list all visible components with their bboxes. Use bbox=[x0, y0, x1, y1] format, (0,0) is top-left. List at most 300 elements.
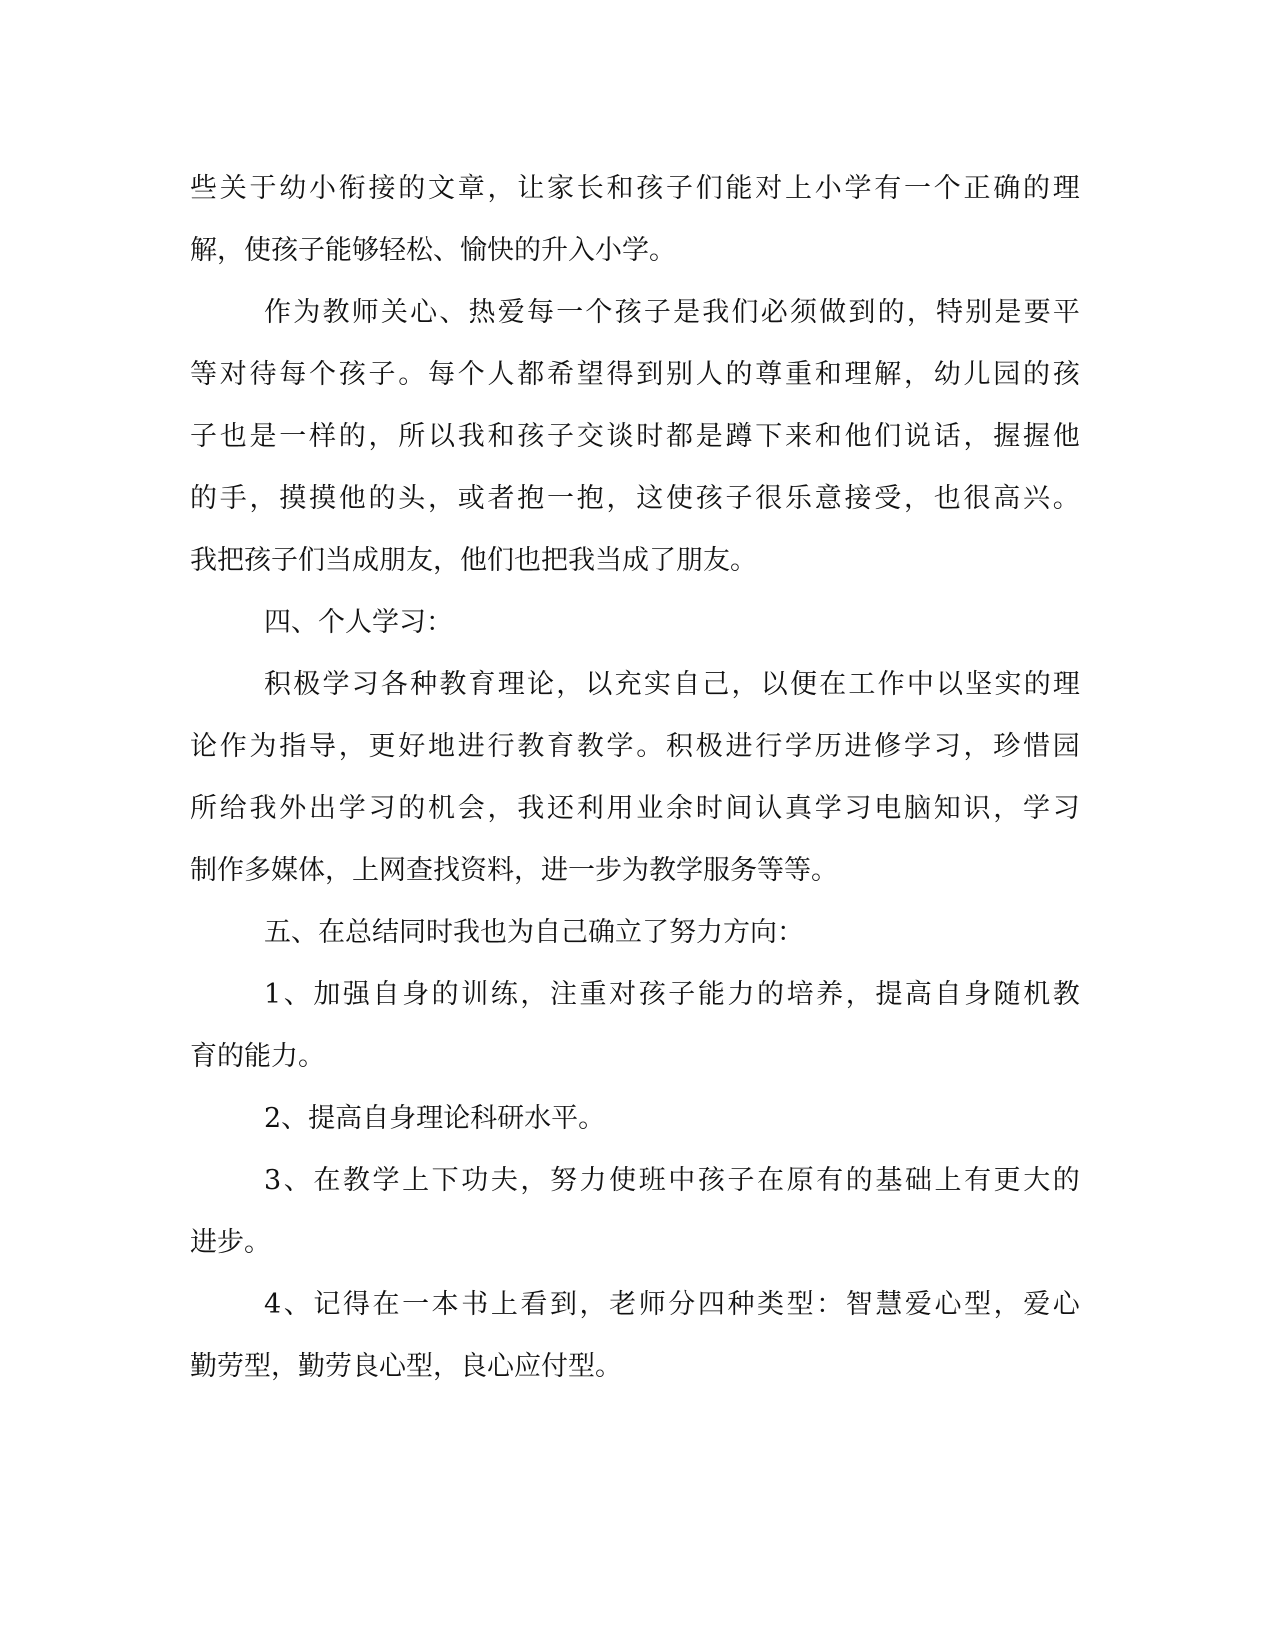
glyph: 是 bbox=[695, 421, 723, 452]
glyph: 得 bbox=[606, 359, 634, 390]
glyph: 更 bbox=[368, 731, 396, 762]
glyph: 习 bbox=[351, 669, 379, 700]
glyph: 我 bbox=[702, 297, 730, 328]
glyph: 进 bbox=[725, 731, 753, 762]
glyph: 重 bbox=[785, 359, 812, 390]
glyph: 对 bbox=[609, 979, 637, 1010]
glyph: 孩 bbox=[614, 297, 642, 328]
glyph: 心 bbox=[410, 297, 438, 328]
glyph: 育 bbox=[468, 669, 496, 700]
glyph: ， bbox=[579, 1289, 607, 1320]
glyph: 身 bbox=[402, 979, 430, 1010]
glyph: 意 bbox=[814, 483, 842, 514]
paragraph-line bbox=[190, 406, 1080, 468]
glyph: 的 bbox=[1052, 1165, 1080, 1196]
glyph: 待 bbox=[249, 359, 277, 390]
glyph: 来 bbox=[785, 421, 812, 452]
glyph: 。 bbox=[636, 731, 664, 762]
glyph: 有 bbox=[964, 1165, 992, 1196]
glyph: 极 bbox=[293, 669, 321, 700]
glyph: 在 bbox=[313, 1165, 341, 1196]
glyph: 很 bbox=[963, 483, 991, 514]
glyph: 育 bbox=[547, 731, 574, 762]
glyph: 家 bbox=[547, 173, 574, 204]
glyph: 爱 bbox=[1023, 1289, 1051, 1320]
glyph: 热 bbox=[468, 297, 496, 328]
glyph: 识 bbox=[963, 793, 991, 824]
glyph: 是 bbox=[673, 297, 701, 328]
paragraph-line bbox=[190, 468, 1080, 530]
glyph: 头 bbox=[398, 483, 426, 514]
glyph: 时 bbox=[636, 421, 664, 452]
glyph: 每 bbox=[526, 297, 554, 328]
glyph: 行 bbox=[755, 731, 783, 762]
glyph: ， bbox=[520, 1165, 548, 1196]
glyph: 导 bbox=[309, 731, 336, 762]
glyph: 和 bbox=[814, 421, 842, 452]
glyph: 我 bbox=[457, 421, 485, 452]
paragraph-line bbox=[190, 282, 1080, 344]
glyph: 以 bbox=[760, 669, 788, 700]
glyph: 作 bbox=[264, 297, 291, 328]
glyph: 他 bbox=[1052, 421, 1080, 452]
glyph: 每 bbox=[279, 359, 307, 390]
glyph: 业 bbox=[636, 793, 664, 824]
glyph: 1 bbox=[264, 979, 282, 1010]
glyph: 知 bbox=[933, 793, 961, 824]
glyph: 力 bbox=[727, 979, 755, 1010]
glyph: 作 bbox=[877, 669, 905, 700]
glyph: 学 bbox=[814, 793, 842, 824]
glyph: ， bbox=[338, 731, 366, 762]
glyph: 子 bbox=[727, 1165, 755, 1196]
glyph: 幼 bbox=[933, 359, 961, 390]
glyph: 学 bbox=[338, 793, 366, 824]
glyph: 能 bbox=[725, 173, 753, 204]
glyph: 在 bbox=[757, 1165, 785, 1196]
glyph: 用 bbox=[606, 793, 634, 824]
list-item-line bbox=[190, 1274, 1080, 1336]
glyph: 的 bbox=[845, 1165, 873, 1196]
glyph: 解 bbox=[874, 359, 902, 390]
glyph: 园 bbox=[1052, 731, 1080, 762]
paragraph-line: 我把孩子们当成朋友，他们也把我当成了朋友。 bbox=[190, 545, 757, 576]
paragraph-line bbox=[190, 344, 1080, 406]
glyph: 子 bbox=[666, 173, 693, 204]
glyph: 交 bbox=[576, 421, 604, 452]
glyph: 珍 bbox=[993, 731, 1021, 762]
glyph: 的 bbox=[338, 421, 366, 452]
glyph: 便 bbox=[789, 669, 817, 700]
glyph: 更 bbox=[993, 1165, 1021, 1196]
glyph: 努 bbox=[549, 1165, 577, 1196]
glyph: 蹲 bbox=[725, 421, 753, 452]
glyph: 的 bbox=[190, 483, 217, 514]
glyph: 小 bbox=[814, 173, 842, 204]
glyph: 他 bbox=[844, 421, 872, 452]
glyph: 上 bbox=[785, 173, 812, 204]
glyph: 手 bbox=[219, 483, 247, 514]
glyph: 爱 bbox=[497, 297, 525, 328]
glyph: 的 bbox=[398, 173, 426, 204]
glyph: 实 bbox=[643, 669, 671, 700]
glyph: ， bbox=[487, 173, 515, 204]
glyph: 到 bbox=[848, 297, 876, 328]
glyph: 握 bbox=[993, 421, 1021, 452]
glyph: 机 bbox=[1023, 979, 1051, 1010]
glyph: 在 bbox=[372, 1289, 400, 1320]
glyph: 、 bbox=[283, 1165, 311, 1196]
glyph: 大 bbox=[1023, 1165, 1051, 1196]
glyph: 认 bbox=[755, 793, 783, 824]
glyph: 习 bbox=[933, 731, 961, 762]
glyph: 这 bbox=[636, 483, 664, 514]
glyph: 子 bbox=[725, 483, 753, 514]
paragraph-line bbox=[190, 654, 1080, 716]
glyph: ， bbox=[963, 731, 991, 762]
glyph: 特 bbox=[936, 297, 964, 328]
glyph: 论 bbox=[526, 669, 554, 700]
paragraph-line: 解，使孩子能够轻松、愉快的升入小学。 bbox=[190, 235, 676, 266]
glyph: 抱 bbox=[517, 483, 545, 514]
glyph: 兴 bbox=[1023, 483, 1050, 514]
glyph: 的 bbox=[1023, 669, 1051, 700]
glyph: 老 bbox=[609, 1289, 637, 1320]
glyph: 爱 bbox=[904, 1289, 932, 1320]
glyph: 工 bbox=[848, 669, 876, 700]
glyph: 真 bbox=[785, 793, 812, 824]
glyph: 分 bbox=[668, 1289, 696, 1320]
glyph: ， bbox=[249, 483, 277, 514]
glyph: ， bbox=[963, 421, 991, 452]
glyph: ， bbox=[904, 359, 931, 390]
glyph: 教 bbox=[342, 1165, 370, 1196]
glyph: 一 bbox=[904, 173, 931, 204]
glyph: 养 bbox=[816, 979, 844, 1010]
glyph: 每 bbox=[428, 359, 455, 390]
glyph: 或 bbox=[457, 483, 485, 514]
glyph: 给 bbox=[219, 793, 247, 824]
glyph: 者 bbox=[487, 483, 515, 514]
glyph: 型 bbox=[964, 1289, 992, 1320]
glyph: 到 bbox=[636, 359, 664, 390]
glyph: 摸 bbox=[279, 483, 307, 514]
glyph: ， bbox=[428, 483, 455, 514]
glyph: 学 bbox=[785, 731, 812, 762]
glyph: 4 bbox=[264, 1289, 282, 1320]
glyph: 师 bbox=[638, 1289, 666, 1320]
glyph: 他 bbox=[338, 483, 366, 514]
list-item-line: 进步。 bbox=[190, 1227, 271, 1258]
glyph: 在 bbox=[819, 669, 847, 700]
glyph: 积 bbox=[264, 669, 291, 700]
glyph: 关 bbox=[380, 297, 408, 328]
glyph: 的 bbox=[431, 979, 459, 1010]
glyph: 实 bbox=[994, 669, 1022, 700]
glyph: 出 bbox=[309, 793, 336, 824]
glyph: 教 bbox=[1052, 979, 1080, 1010]
glyph: 话 bbox=[933, 421, 961, 452]
glyph: 孩 bbox=[636, 173, 664, 204]
glyph: 为 bbox=[293, 297, 321, 328]
glyph: 心 bbox=[934, 1289, 962, 1320]
glyph: 要 bbox=[1023, 297, 1051, 328]
glyph: 都 bbox=[517, 359, 545, 390]
glyph: 对 bbox=[755, 173, 783, 204]
glyph: 园 bbox=[993, 359, 1021, 390]
glyph: 训 bbox=[461, 979, 489, 1010]
glyph: 到 bbox=[549, 1289, 577, 1320]
glyph: 个 bbox=[457, 359, 485, 390]
paragraph-line bbox=[190, 778, 1080, 840]
glyph: 理 bbox=[844, 359, 872, 390]
glyph: 是 bbox=[249, 421, 277, 452]
glyph: 关 bbox=[219, 173, 247, 204]
glyph: 个 bbox=[933, 173, 961, 204]
glyph: 有 bbox=[874, 173, 902, 204]
glyph: 修 bbox=[874, 731, 902, 762]
glyph: 孩 bbox=[517, 421, 545, 452]
list-item-line: 2、提高自身理论科研水平。 bbox=[264, 1103, 606, 1134]
glyph: 高 bbox=[993, 483, 1021, 514]
glyph: 四 bbox=[697, 1289, 725, 1320]
glyph: 上 bbox=[934, 1165, 962, 1196]
glyph: 利 bbox=[576, 793, 604, 824]
glyph: 等 bbox=[190, 359, 217, 390]
glyph: 习 bbox=[1052, 793, 1080, 824]
section-heading: 五、在总结同时我也为自己确立了努力方向： bbox=[264, 917, 804, 948]
glyph: 的 bbox=[398, 793, 426, 824]
glyph: 一 bbox=[556, 297, 584, 328]
glyph: ， bbox=[731, 669, 759, 700]
glyph: 础 bbox=[904, 1165, 932, 1196]
glyph: ， bbox=[606, 483, 634, 514]
glyph: 间 bbox=[725, 793, 753, 824]
glyph: 型 bbox=[786, 1289, 814, 1320]
glyph: 确 bbox=[993, 173, 1021, 204]
glyph: 子 bbox=[668, 979, 696, 1010]
glyph: 平 bbox=[1052, 297, 1080, 328]
glyph: 心 bbox=[1052, 1289, 1080, 1320]
glyph: 为 bbox=[249, 731, 277, 762]
glyph: 接 bbox=[844, 483, 872, 514]
glyph: ， bbox=[993, 793, 1021, 824]
glyph: 的 bbox=[368, 483, 396, 514]
glyph: 行 bbox=[487, 731, 515, 762]
glyph: 小 bbox=[309, 173, 336, 204]
glyph: 种 bbox=[410, 669, 438, 700]
glyph: 教 bbox=[576, 731, 604, 762]
glyph: 子 bbox=[368, 359, 396, 390]
document-body bbox=[190, 158, 1080, 1398]
glyph: 孩 bbox=[697, 1165, 725, 1196]
glyph: 上 bbox=[490, 1289, 518, 1320]
glyph: 和 bbox=[487, 421, 515, 452]
glyph: 们 bbox=[874, 421, 902, 452]
glyph: 外 bbox=[279, 793, 307, 824]
glyph: 的 bbox=[725, 359, 753, 390]
glyph: 极 bbox=[695, 731, 723, 762]
glyph: 进 bbox=[844, 731, 872, 762]
glyph: 学 bbox=[322, 669, 350, 700]
glyph: 类 bbox=[757, 1289, 785, 1320]
glyph: 上 bbox=[402, 1165, 430, 1196]
glyph: 。 bbox=[398, 359, 426, 390]
glyph: 机 bbox=[428, 793, 455, 824]
glyph: 子 bbox=[190, 421, 217, 452]
glyph: 还 bbox=[547, 793, 574, 824]
glyph: 也 bbox=[933, 483, 961, 514]
glyph: 作 bbox=[219, 731, 247, 762]
glyph: 是 bbox=[994, 297, 1022, 328]
glyph: 须 bbox=[789, 297, 817, 328]
glyph: 很 bbox=[755, 483, 783, 514]
glyph: 都 bbox=[666, 421, 693, 452]
glyph: 个 bbox=[585, 297, 613, 328]
glyph: 中 bbox=[668, 1165, 696, 1196]
glyph: 重 bbox=[579, 979, 607, 1010]
glyph: 、 bbox=[283, 979, 311, 1010]
glyph: 和 bbox=[606, 173, 634, 204]
glyph: 的 bbox=[877, 297, 905, 328]
glyph: 理 bbox=[1052, 669, 1080, 700]
glyph: 指 bbox=[279, 731, 307, 762]
glyph: 乐 bbox=[785, 483, 812, 514]
paragraph-line: 制作多媒体，上网查找资料，进一步为教学服务等等。 bbox=[190, 855, 838, 886]
glyph: 己 bbox=[702, 669, 730, 700]
glyph: 得 bbox=[342, 1289, 370, 1320]
glyph: 必 bbox=[760, 297, 788, 328]
glyph: 慧 bbox=[875, 1289, 903, 1320]
glyph: 的 bbox=[757, 979, 785, 1010]
glyph: 长 bbox=[576, 173, 604, 204]
glyph: 教 bbox=[439, 669, 467, 700]
glyph: 班 bbox=[638, 1165, 666, 1196]
glyph: 们 bbox=[731, 297, 759, 328]
glyph: 本 bbox=[431, 1289, 459, 1320]
glyph: 进 bbox=[457, 731, 485, 762]
glyph: 有 bbox=[816, 1165, 844, 1196]
glyph: ， bbox=[845, 979, 873, 1010]
glyph: 论 bbox=[190, 731, 217, 762]
glyph: 谈 bbox=[606, 421, 634, 452]
glyph: 会 bbox=[457, 793, 485, 824]
glyph: 些 bbox=[190, 173, 217, 204]
glyph: 自 bbox=[934, 979, 962, 1010]
glyph: 注 bbox=[549, 979, 577, 1010]
glyph: 抱 bbox=[576, 483, 604, 514]
glyph: 理 bbox=[497, 669, 525, 700]
glyph: 的 bbox=[1023, 173, 1050, 204]
glyph: 尊 bbox=[755, 359, 783, 390]
glyph: 子 bbox=[547, 421, 574, 452]
glyph: 师 bbox=[351, 297, 379, 328]
glyph: 接 bbox=[368, 173, 396, 204]
glyph: 所 bbox=[398, 421, 426, 452]
glyph: 、 bbox=[283, 1289, 311, 1320]
glyph: 样 bbox=[309, 421, 336, 452]
glyph: 下 bbox=[431, 1165, 459, 1196]
glyph: ， bbox=[556, 669, 584, 700]
glyph: 希 bbox=[547, 359, 574, 390]
glyph: 做 bbox=[819, 297, 847, 328]
glyph: 教 bbox=[322, 297, 350, 328]
glyph: 功 bbox=[461, 1165, 489, 1196]
glyph: 使 bbox=[666, 483, 693, 514]
glyph: 中 bbox=[906, 669, 934, 700]
glyph: 、 bbox=[439, 297, 467, 328]
glyph: 历 bbox=[814, 731, 842, 762]
glyph: 望 bbox=[576, 359, 604, 390]
glyph: 也 bbox=[219, 421, 247, 452]
glyph: 对 bbox=[219, 359, 247, 390]
glyph: 衔 bbox=[338, 173, 366, 204]
glyph: 自 bbox=[673, 669, 701, 700]
section-heading: 四、个人学习： bbox=[264, 607, 453, 638]
list-item-line: 育的能力。 bbox=[190, 1041, 325, 1072]
paragraph-line bbox=[190, 158, 1080, 220]
paragraph-line bbox=[190, 716, 1080, 778]
glyph: 的 bbox=[1023, 359, 1050, 390]
glyph: 下 bbox=[755, 421, 783, 452]
glyph: 电 bbox=[874, 793, 902, 824]
glyph: 脑 bbox=[904, 793, 931, 824]
glyph: 基 bbox=[875, 1165, 903, 1196]
glyph: 说 bbox=[904, 421, 931, 452]
glyph: 受 bbox=[874, 483, 902, 514]
glyph: 孩 bbox=[638, 979, 666, 1010]
glyph: 我 bbox=[249, 793, 277, 824]
glyph: 坚 bbox=[965, 669, 993, 700]
glyph: 夫 bbox=[490, 1165, 518, 1196]
glyph: 记 bbox=[313, 1289, 341, 1320]
glyph: 提 bbox=[875, 979, 903, 1010]
glyph: 所 bbox=[190, 793, 217, 824]
glyph: 原 bbox=[786, 1165, 814, 1196]
glyph: 正 bbox=[963, 173, 991, 204]
glyph: 孩 bbox=[695, 483, 723, 514]
glyph: 练 bbox=[490, 979, 518, 1010]
glyph: 孩 bbox=[1052, 359, 1080, 390]
glyph: 身 bbox=[964, 979, 992, 1010]
glyph: 以 bbox=[585, 669, 613, 700]
glyph: 人 bbox=[695, 359, 723, 390]
glyph: 积 bbox=[666, 731, 693, 762]
glyph: 儿 bbox=[963, 359, 991, 390]
glyph: 自 bbox=[372, 979, 400, 1010]
list-item-line bbox=[190, 964, 1080, 1026]
glyph: 们 bbox=[695, 173, 723, 204]
glyph: 别 bbox=[965, 297, 993, 328]
glyph: 文 bbox=[428, 173, 455, 204]
glyph: 各 bbox=[380, 669, 408, 700]
glyph: ， bbox=[520, 979, 548, 1010]
glyph: 强 bbox=[342, 979, 370, 1010]
glyph: ， bbox=[487, 793, 515, 824]
glyph: 看 bbox=[520, 1289, 548, 1320]
glyph: 别 bbox=[666, 359, 693, 390]
glyph: 一 bbox=[279, 421, 307, 452]
glyph: 以 bbox=[936, 669, 964, 700]
glyph: 一 bbox=[547, 483, 574, 514]
list-item-line bbox=[190, 1150, 1080, 1212]
glyph: 书 bbox=[461, 1289, 489, 1320]
glyph: 学 bbox=[606, 731, 634, 762]
glyph: 高 bbox=[904, 979, 932, 1010]
glyph: 握 bbox=[1023, 421, 1050, 452]
glyph: 智 bbox=[845, 1289, 873, 1320]
glyph: 教 bbox=[517, 731, 545, 762]
